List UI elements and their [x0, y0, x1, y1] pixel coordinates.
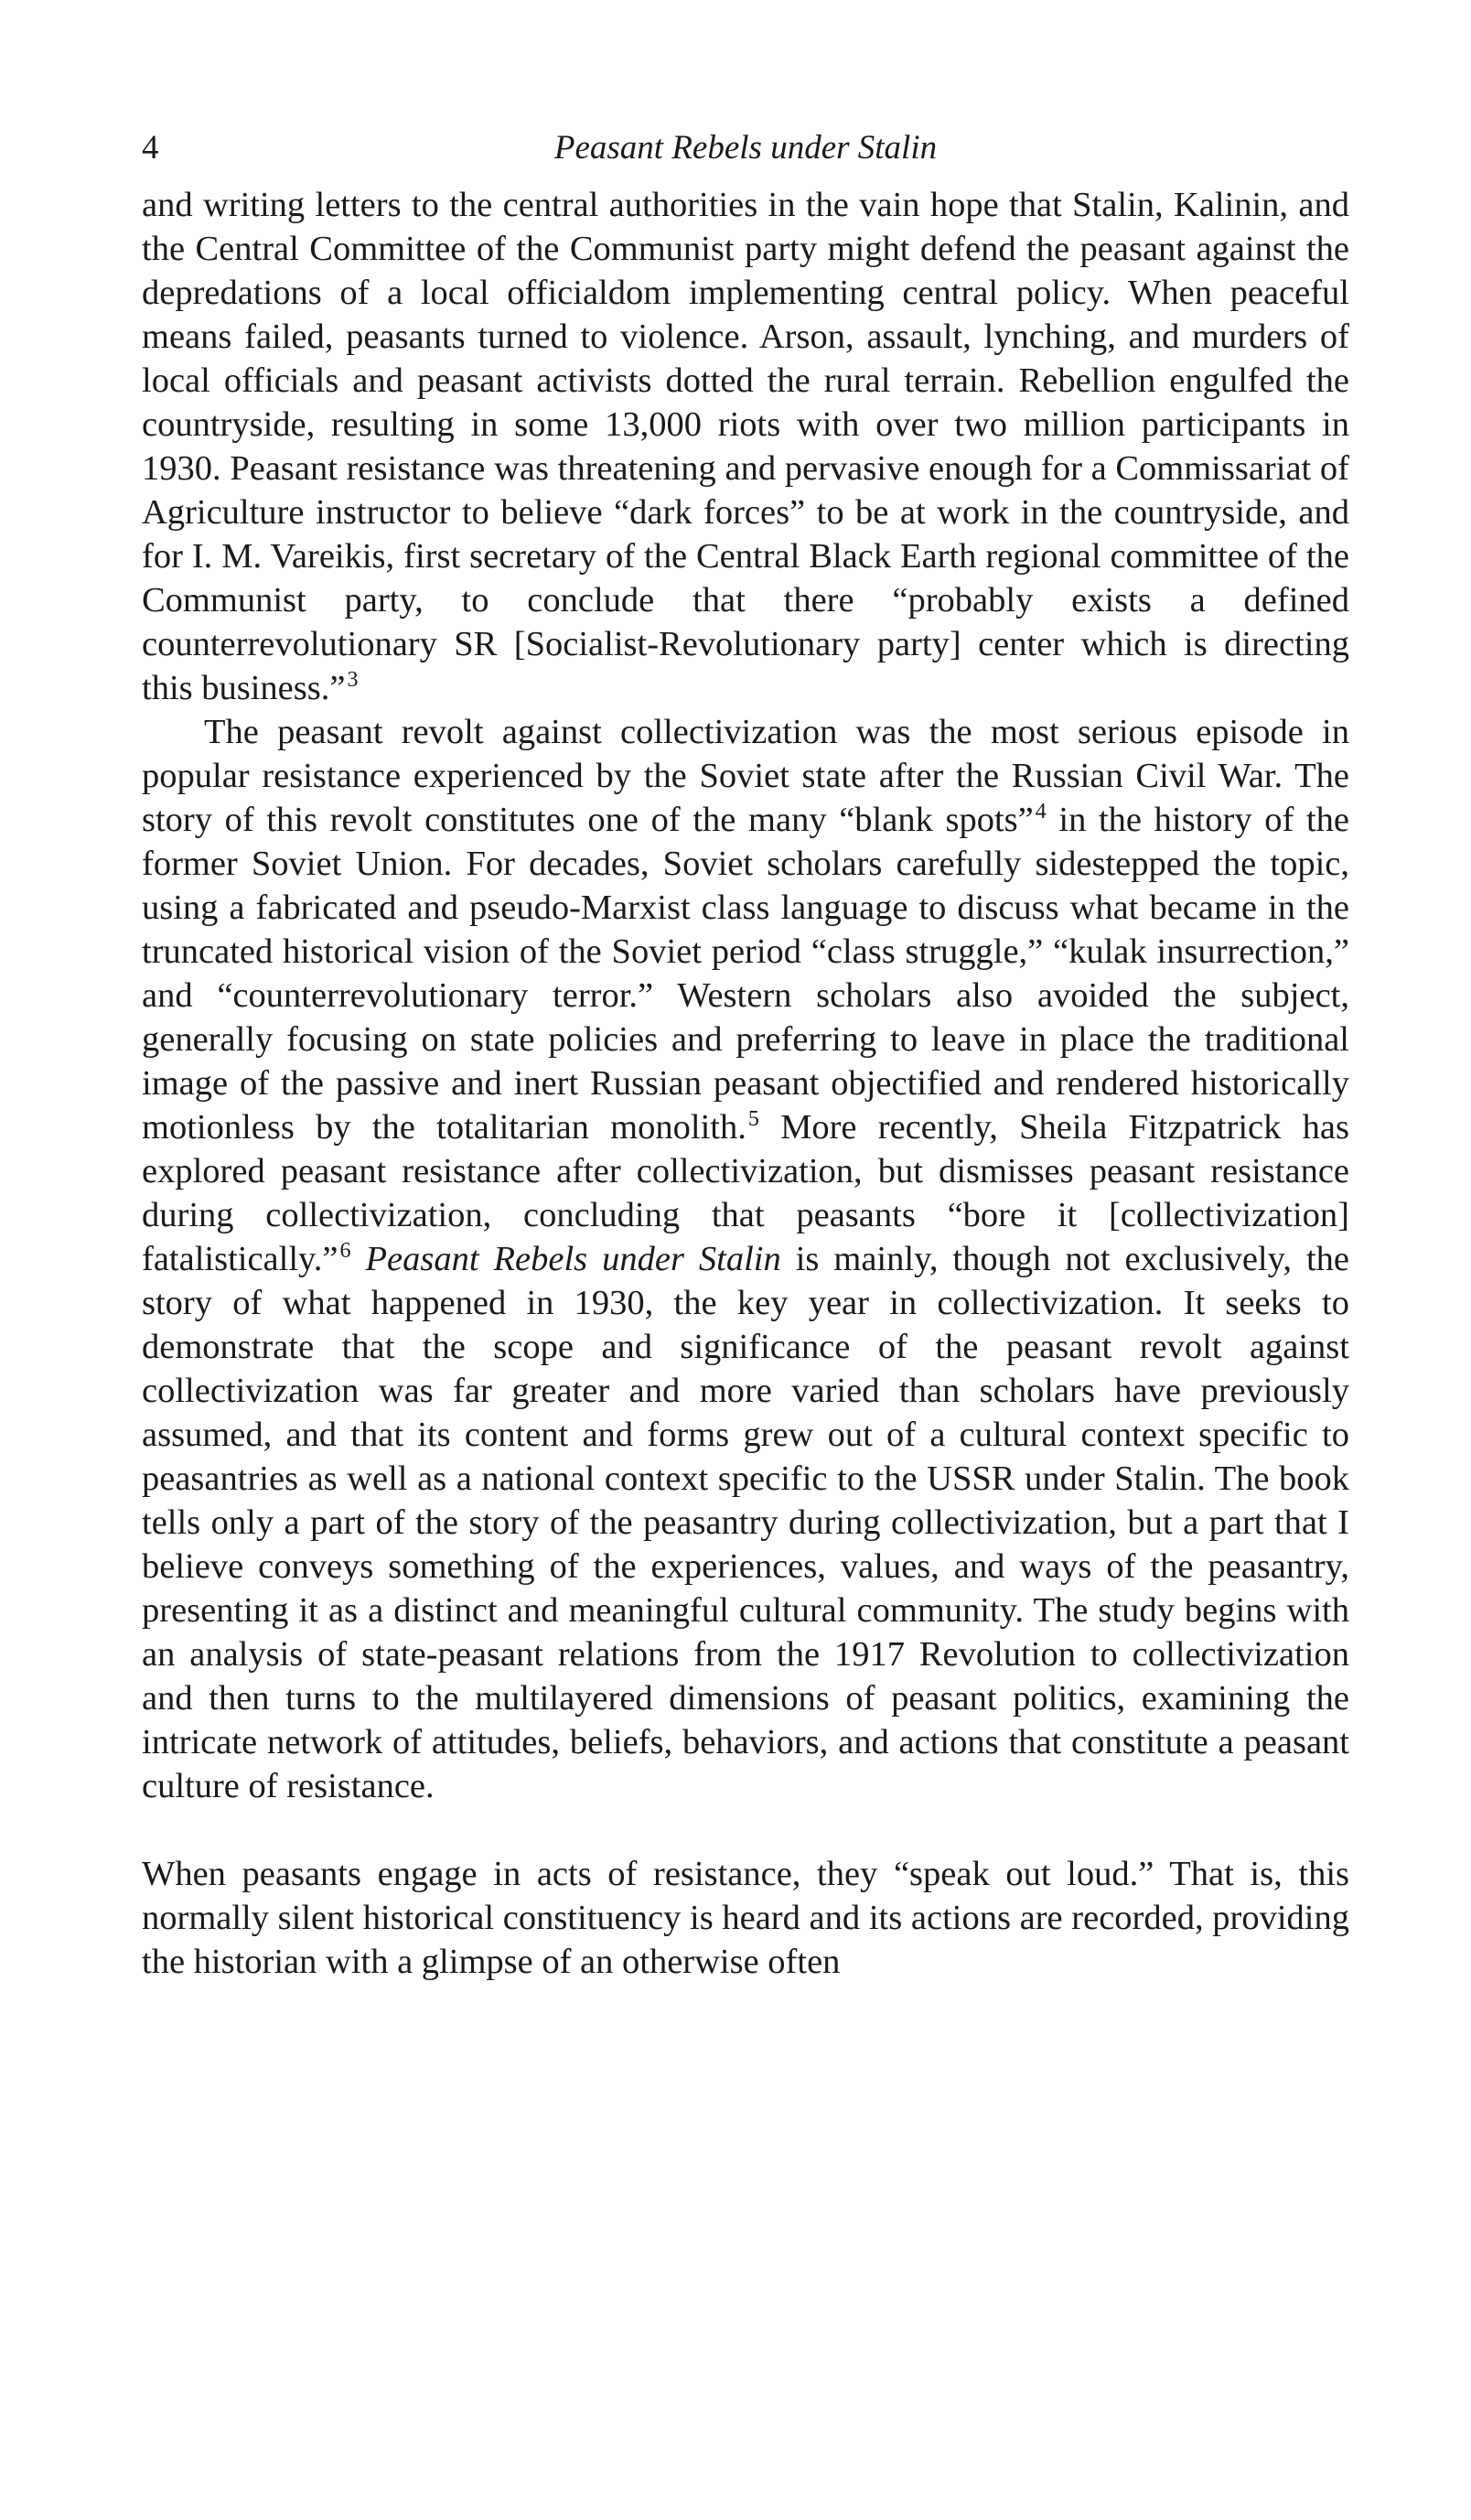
book-page	[142, 128, 1349, 1984]
footnote-reference: 3	[347, 668, 359, 693]
running-title: Peasant Rebels under Stalin	[553, 129, 938, 167]
page-number: 4	[142, 129, 159, 167]
paragraph-text: More recently, Sheila Fitzpatrick has explored peasant resistance after collectivization, but dismisses peasant resistance during collectivization, concluding that peasants “bore it [collectivization] fatalistically.”	[142, 1108, 1349, 1278]
paragraph	[142, 710, 1349, 1808]
running-head	[142, 128, 1349, 183]
footnote-reference: 4	[1035, 800, 1047, 824]
paragraph-text: When peasants engage in acts of resistance, they “speak out loud.” That is, this normally silent historical constituency is heard and its actions are recorded, providing the historian with a glimpse of an otherwise often	[142, 1855, 1349, 1981]
paragraph-text: is mainly, though not exclusively, the story of what happened in 1930, the key year in collectivization. It seeks to demonstrate that the scope and significance of the peasant revolt against collectivization was far greater and more varied than scholars have previously assumed, and that its content and forms grew out of a cultural context specific to peasantries as well as a national context specific to the USSR under Stalin. The book tells only a part of the story of the peasantry during collectivization, but a part that I believe conveys something of the experiences, values, and ways of the peasantry, presenting it as a distinct and meaningful cultural community. The study begins with an analysis of state-peasant relations from the 1917 Revolution to collectivization and then turns to the multilayered dimensions of peasant politics, examining the intricate network of attitudes, beliefs, behaviors, and actions that constitute a peasant culture of resistance.	[142, 1240, 1349, 1805]
paragraph-section-start	[142, 1852, 1349, 1984]
footnote-reference: 6	[339, 1239, 351, 1264]
paragraph-continuation	[142, 183, 1349, 710]
paragraph-text: and writing letters to the central authorities in the vain hope that Stalin, Kalinin, and the Central Committee of the Communist party might defend the peasant against the depredations of a local officialdom implementing central policy. When peaceful means failed, peasants turned to violence. Arson, assault, lynching, and murders of local officials and peasant activists dotted the rural terrain. Rebellion engulfed the countryside, resulting in some 13,000 riots with over two million participants in 1930. Peasant resistance was threatening and pervasive enough for a Commissariat of Agriculture instructor to believe “dark forces” to be at work in the countryside, and for I. M. Vareikis, first secretary of the Central Black Earth regional committee of the Communist party, to conclude that there “probably exists a defined counterrevolutionary SR [Socialist-Revolutionary party] center which is directing this business.”	[142, 186, 1349, 707]
book-title: Peasant Rebels under Stalin	[365, 1240, 781, 1278]
body-text	[142, 183, 1349, 1984]
footnote-reference: 5	[747, 1107, 759, 1132]
paragraph-text: The peasant revolt against collectivization was the most serious episode in popular resistance experienced by the Soviet state after the Russian Civil War. The story of this revolt constitutes one of the many “blank spots”	[142, 713, 1349, 839]
paragraph-text: in the history of the former Soviet Union. For decades, Soviet scholars carefully sidestepped the topic, using a fabricated and pseudo-Marxist class language to discuss what became in the truncated historical vision of the Soviet period “class struggle,” “kulak insurrection,” and “counterrevolutionary terror.” Western scholars also avoided the subject, generally focusing on state policies and preferring to leave in place the traditional image of the passive and inert Russian peasant objectified and rendered historically motionless by the totalitarian monolith.	[142, 801, 1349, 1147]
